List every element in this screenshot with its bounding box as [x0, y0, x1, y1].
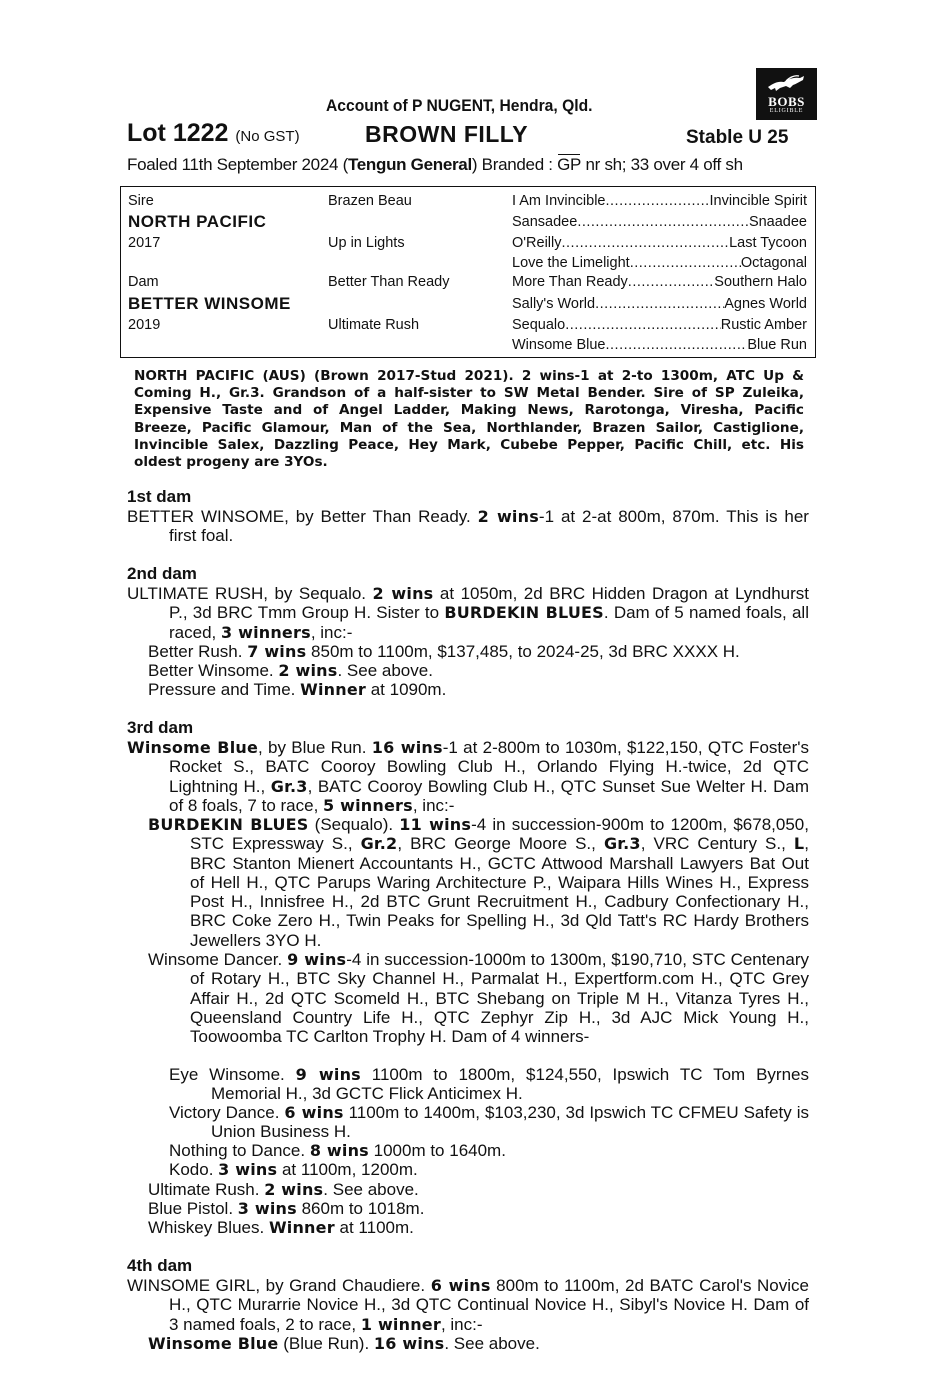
great-grandparent-row: Love the Limelight ..... Octagonal: [512, 255, 807, 271]
horse-description: BROWN FILLY: [365, 121, 529, 147]
third-dam-heading: 3rd dam: [127, 718, 194, 737]
first-dam-heading: 1st dam: [127, 487, 192, 506]
dam-name: BETTER WINSOME: [128, 294, 291, 313]
stable-number: Stable U 25: [686, 127, 789, 148]
second-dam-heading: 2nd dam: [127, 564, 197, 583]
great-grandparent-row: More Than Ready ..... Southern Halo: [512, 274, 807, 290]
dam-label: Dam: [128, 274, 159, 290]
granddam-1: Up in Lights: [328, 235, 405, 251]
brand-mark: GP: [557, 155, 582, 174]
progeny-entry: BURDEKIN BLUES (Sequalo). 11 wins-4 in succession-900m to 1200m, $678,050, STC Expressway S., Gr.2, BRC George Moore S., Gr.3, VRC Century S., L, BRC Stanton Mienert Accountants H., GCTC Attwood Marshall Lawyers Bat Out of Hell H., QTC Parups Waring Architecture P., Waipara Hills Wines H., Express Post H., Innisfree H., 2d BTC Grunt Recruitment H., Cadbury Confectionary H., BRC Coke Zero H., Twin Peaks for Spelling H., 3d Qld Tatt's RC Hardy Brothers Jewellers 3YO H.: [148, 815, 809, 950]
first-dam-entry: BETTER WINSOME, by Better Than Ready. 2 wins-1 at 2-at 800m, 870m. This is her first foal.: [127, 507, 809, 546]
lot-number: Lot 1222 (No GST): [127, 119, 300, 147]
sire-summary: NORTH PACIFIC (AUS) (Brown 2017-Stud 2021). 2 wins-1 at 2-to 1300m, ATC Up & Coming H., Gr.3. Grandson of a half-sister to SW Metal Bender. Sire of SP Zuleika, Expensive Taste and of Angel Ladder, Making News, Rarotonga, Viresha, Pacific Breeze, Pacific Glamour, Man of the Sea, Northlander, Brazen Sailor, Castiglione, Invincible Salex, Dazzling Peace, Hey Mark, Cubebe Pepper, Pacific Chill, etc. His oldest progeny are 3YOs.: [134, 368, 804, 471]
progeny-entry: Winsome Blue (Blue Run). 16 wins. See above.: [148, 1334, 540, 1353]
great-grandparent-row: Sansadee ..... Snaadee: [512, 214, 807, 230]
fourth-dam-entry: WINSOME GIRL, by Grand Chaudiere. 6 wins 800m to 1100m, 2d BATC Carol's Novice H., QTC Murarrie Novice H., 3d QTC Continual Novice H., Sibyl's Novice H. Dam of 3 named foals, 2 to race, 1 winner, inc:-: [127, 1276, 809, 1334]
great-grandparent-row: Sally's World ..... Agnes World: [512, 296, 807, 312]
sire-label: Sire: [128, 193, 154, 209]
progeny-entry: Eye Winsome. 9 wins 1100m to 1800m, $124,550, Ipswich TC Tom Byrnes Memorial H., 3d GCTC Flick Anticimex H.: [169, 1065, 809, 1104]
progeny-entry: Whiskey Blues. Winner at 1100m.: [148, 1218, 414, 1237]
bobs-eligible-logo: [756, 68, 817, 120]
progeny-entry: Ultimate Rush. 2 wins. See above.: [148, 1180, 419, 1199]
grandsire-1: Brazen Beau: [328, 193, 412, 209]
third-dam-entry: Winsome Blue, by Blue Run. 16 wins-1 at 2-800m to 1030m, $122,150, QTC Foster's Rocket S., BATC Cooroy Bowling Club H., Orlando Flying H.-twice, 2d QTC Lightning H., Gr.3, BATC Cooroy Bowling Club H., QTC Sunset Sue Welter H. Dam of 8 foals, 7 to race, 5 winners, inc:-: [127, 738, 809, 815]
foaled-line: Foaled 11th September 2024 (Tengun General) Branded : GP nr sh; 33 over 4 off sh: [127, 155, 743, 174]
sire-year: 2017: [128, 235, 161, 251]
pedigree-table: [120, 186, 816, 358]
progeny-entry: Blue Pistol. 3 wins 860m to 1018m.: [148, 1199, 425, 1218]
progeny-entry: Pressure and Time. Winner at 1090m.: [148, 680, 447, 699]
fourth-dam-heading: 4th dam: [127, 1256, 193, 1275]
logo-subtext: ELIGIBLE: [769, 108, 804, 114]
great-grandparent-row: O'Reilly ..... Last Tycoon: [512, 235, 807, 251]
progeny-entry: Better Winsome. 2 wins. See above.: [148, 661, 433, 680]
foaled-sire: Tengun General: [347, 155, 472, 174]
progeny-entry: Better Rush. 7 wins 850m to 1100m, $137,485, to 2024-25, 3d BRC XXXX H.: [148, 642, 740, 661]
sire-name: NORTH PACIFIC: [128, 212, 267, 231]
progeny-entry: Winsome Dancer. 9 wins-4 in succession-1000m to 1300m, $190,710, STC Centenary of Rotary H., BTC Sky Channel H., Parmalat H., Expertform.com H., QTC Grey Affair H., 2d QTC Scomeld H., BTC Shebang on Triple M H., Vitanza Tyres H., Queensland Country Life H., QTC Zephyr Zip H., 3d AJC Mick Young H., Toowoomba TC Carlton Trophy H. Dam of 4 winners-: [148, 950, 809, 1047]
progeny-entry: Kodo. 3 wins at 1100m, 1200m.: [169, 1160, 418, 1179]
logo-text: BOBS: [768, 94, 805, 109]
dam-year: 2019: [128, 317, 161, 333]
great-grandparent-row: Winsome Blue ..... Blue Run: [512, 337, 807, 353]
grandsire-2: Better Than Ready: [328, 274, 450, 290]
great-grandparent-row: Sequalo ..... Rustic Amber: [512, 317, 807, 333]
second-dam-entry: ULTIMATE RUSH, by Sequalo. 2 wins at 1050m, 2d BRC Hidden Dragon at Lyndhurst P., 3d BRC Tmm Group H. Sister to BURDEKIN BLUES. Dam of 5 named foals, all raced, 3 winners, inc:-: [127, 584, 809, 642]
granddam-2: Ultimate Rush: [328, 317, 420, 333]
progeny-entry: Victory Dance. 6 wins 1100m to 1400m, $103,230, 3d Ipswich TC CFMEU Safety is Union Business H.: [169, 1103, 809, 1142]
progeny-entry: Nothing to Dance. 8 wins 1000m to 1640m.: [169, 1141, 506, 1160]
vendor-account: Account of P NUGENT, Hendra, Qld.: [326, 96, 593, 115]
gst-note: (No GST): [235, 128, 300, 145]
great-grandparent-row: I Am Invincible ..... Invincible Spirit: [512, 193, 807, 209]
racehorse-icon: [766, 73, 806, 93]
